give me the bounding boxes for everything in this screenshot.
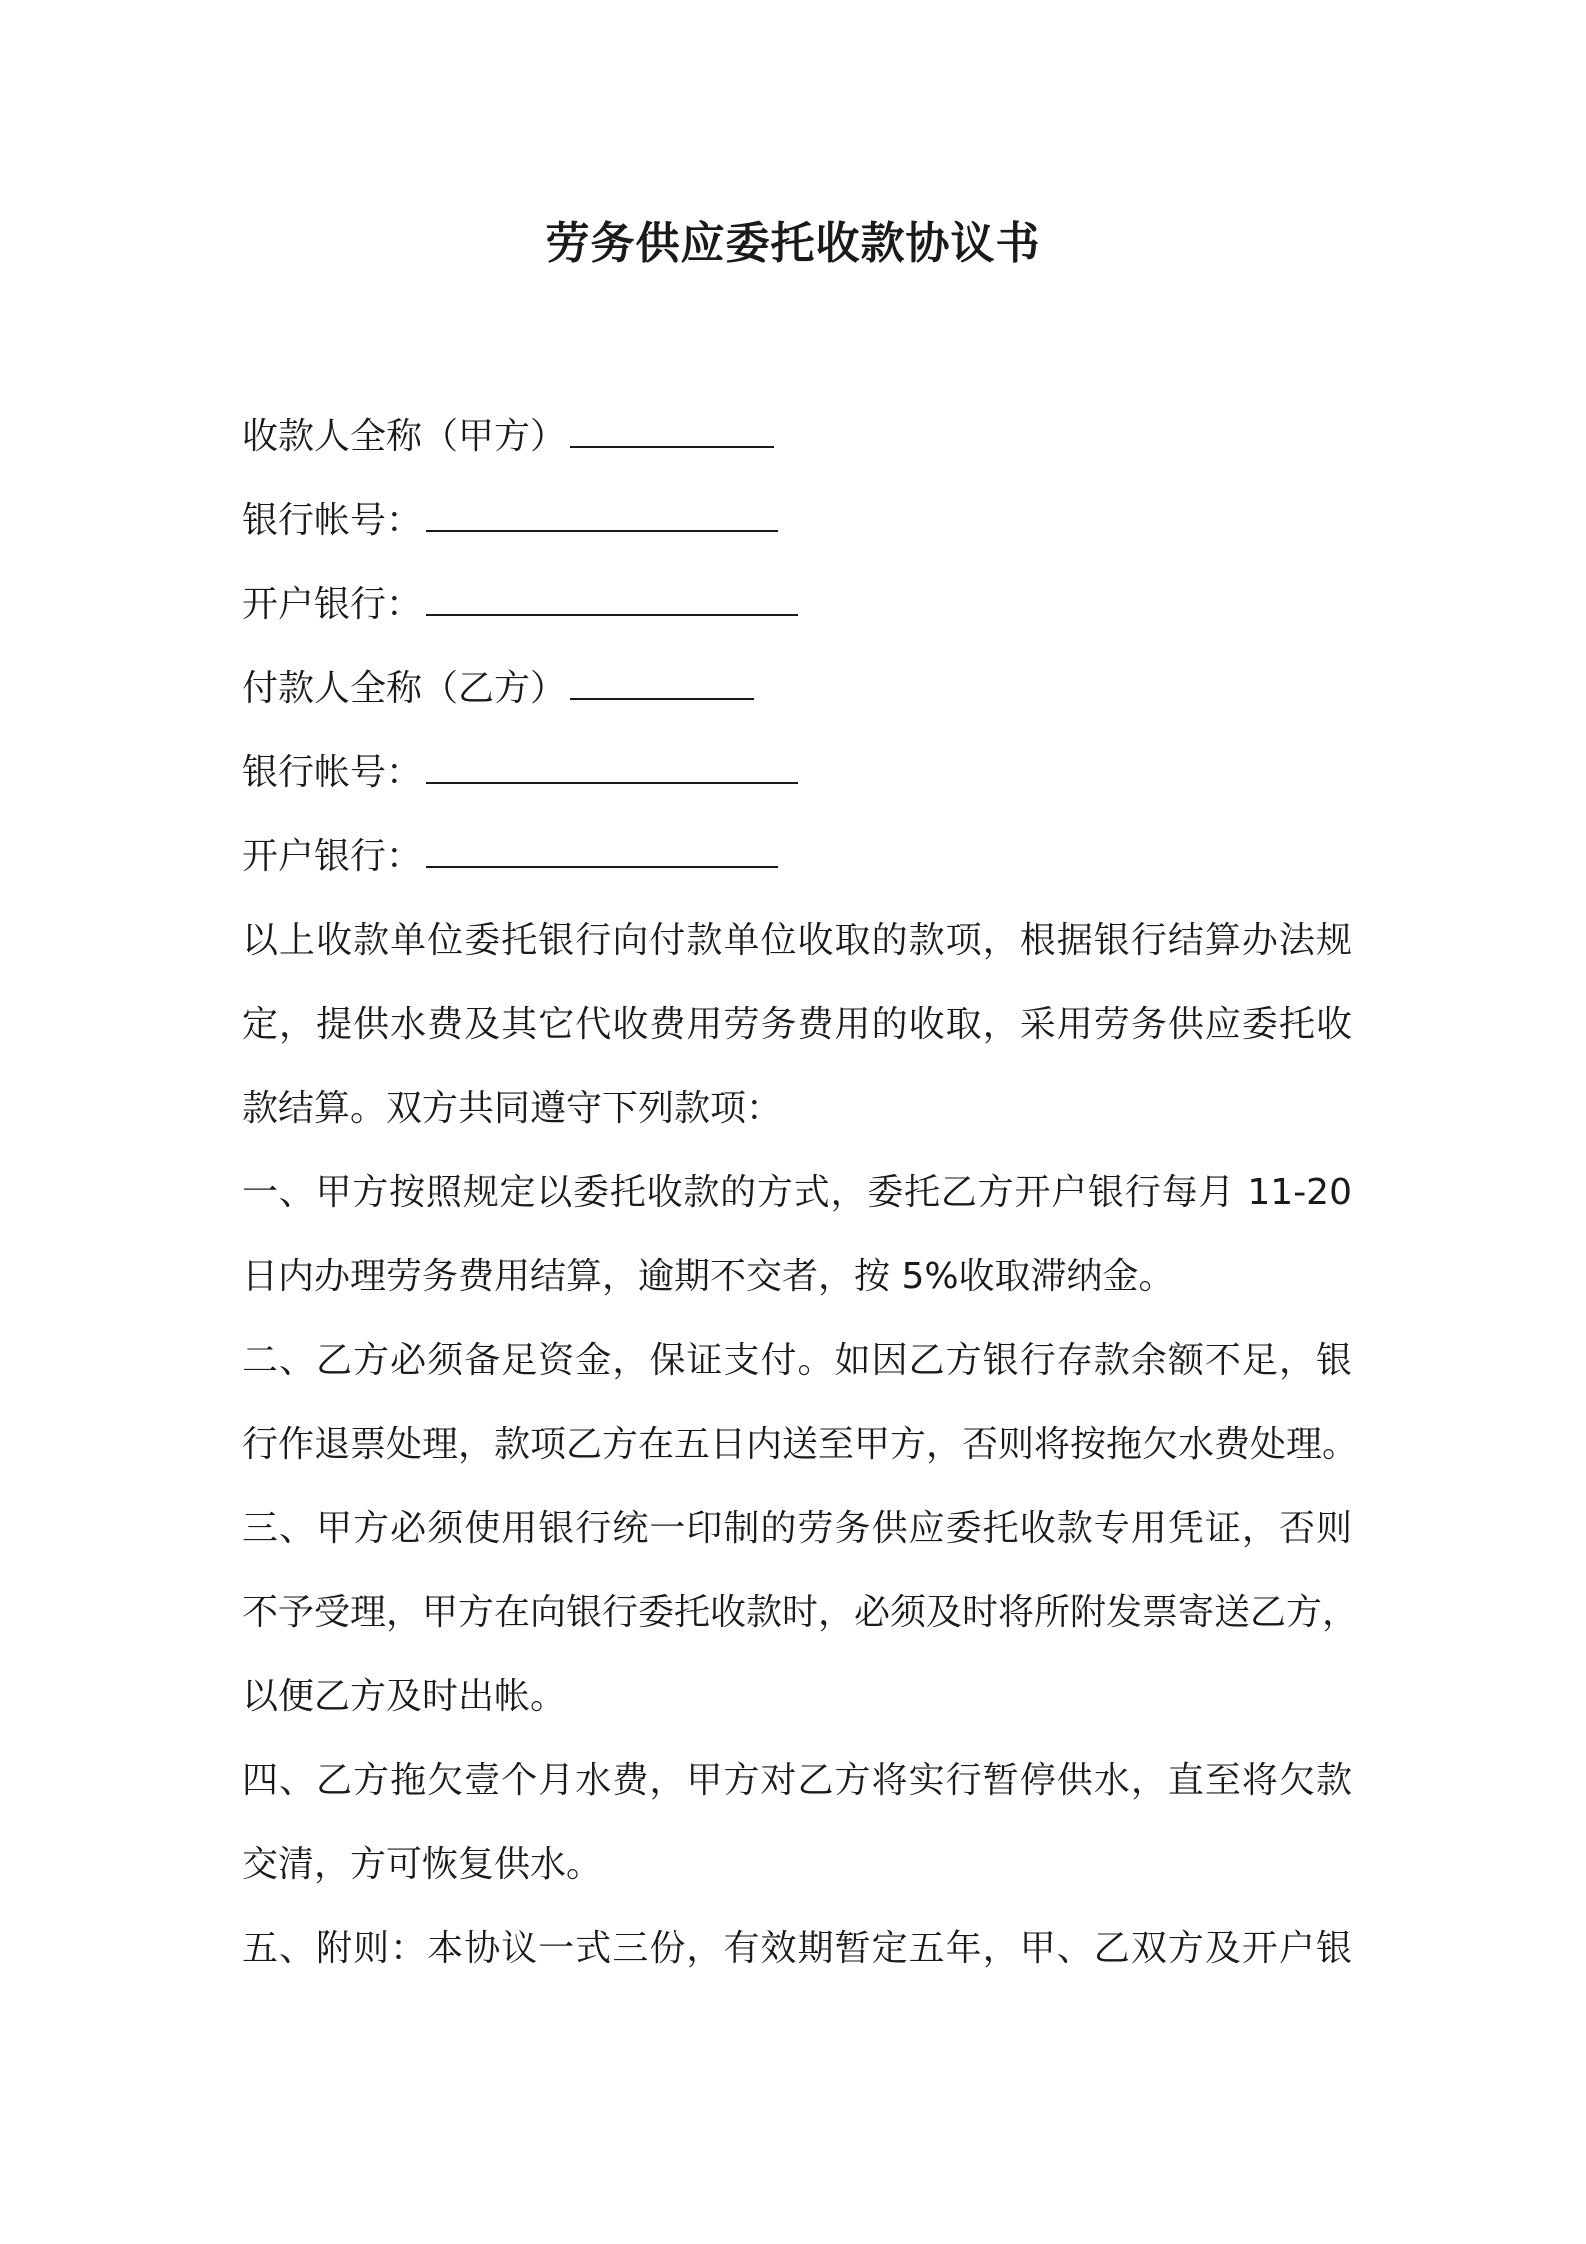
clause-1-line: 日内办理劳务费用结算，逾期不交者，按 5%收取滞纳金。 — [242, 1256, 1175, 1297]
clause-3-line: 不予受理，甲方在向银行委托收款时，必须及时将所附发票寄送乙方， — [242, 1592, 1359, 1633]
payer-account-blank[interactable] — [426, 752, 798, 784]
payer-account-label: 银行帐号： — [242, 752, 423, 793]
payee-name-field — [242, 412, 774, 462]
payer-name-blank[interactable] — [570, 668, 754, 700]
clause-4-line: 交清，方可恢复供水。 — [242, 1844, 603, 1885]
payer-account-field — [242, 748, 798, 798]
payer-bank-field — [242, 832, 778, 882]
clause-2-line: 二、乙方必须备足资金，保证支付。如因乙方银行存款余额不足，银 — [242, 1340, 1352, 1381]
clause-4-line: 四、乙方拖欠壹个月水费，甲方对乙方将实行暂停供水，直至将欠款 — [242, 1760, 1352, 1801]
payee-name-blank[interactable] — [570, 416, 774, 448]
payee-bank-blank[interactable] — [426, 584, 798, 616]
payer-name-label: 付款人全称（乙方） — [242, 668, 567, 709]
payer-bank-blank[interactable] — [426, 836, 778, 868]
intro-line: 定，提供水费及其它代收费用劳务费用的收取，采用劳务供应委托收 — [242, 1004, 1352, 1045]
payee-account-field — [242, 496, 778, 546]
payee-account-blank[interactable] — [426, 500, 778, 532]
intro-line: 以上收款单位委托银行向付款单位收取的款项，根据银行结算办法规 — [242, 920, 1352, 961]
payer-name-field — [242, 664, 754, 714]
intro-line: 款结算。双方共同遵守下列款项： — [242, 1088, 783, 1129]
clause-1-line: 一、甲方按照规定以委托收款的方式，委托乙方开户银行每月 11-20 — [242, 1172, 1352, 1213]
payee-bank-field — [242, 580, 798, 630]
clause-5-line: 五、附则：本协议一式三份，有效期暂定五年，甲、乙双方及开户银 — [242, 1928, 1352, 1969]
document-title: 劳务供应委托收款协议书 — [545, 218, 1041, 269]
clause-3-line: 三、甲方必须使用银行统一印制的劳务供应委托收款专用凭证，否则 — [242, 1508, 1352, 1549]
clause-2-line: 行作退票处理，款项乙方在五日内送至甲方，否则将按拖欠水费处理。 — [242, 1424, 1359, 1465]
payee-name-label: 收款人全称（甲方） — [242, 416, 567, 457]
clause-3-line: 以便乙方及时出帐。 — [242, 1676, 567, 1717]
payee-bank-label: 开户银行： — [242, 584, 423, 625]
payee-account-label: 银行帐号： — [242, 500, 423, 541]
payer-bank-label: 开户银行： — [242, 836, 423, 877]
